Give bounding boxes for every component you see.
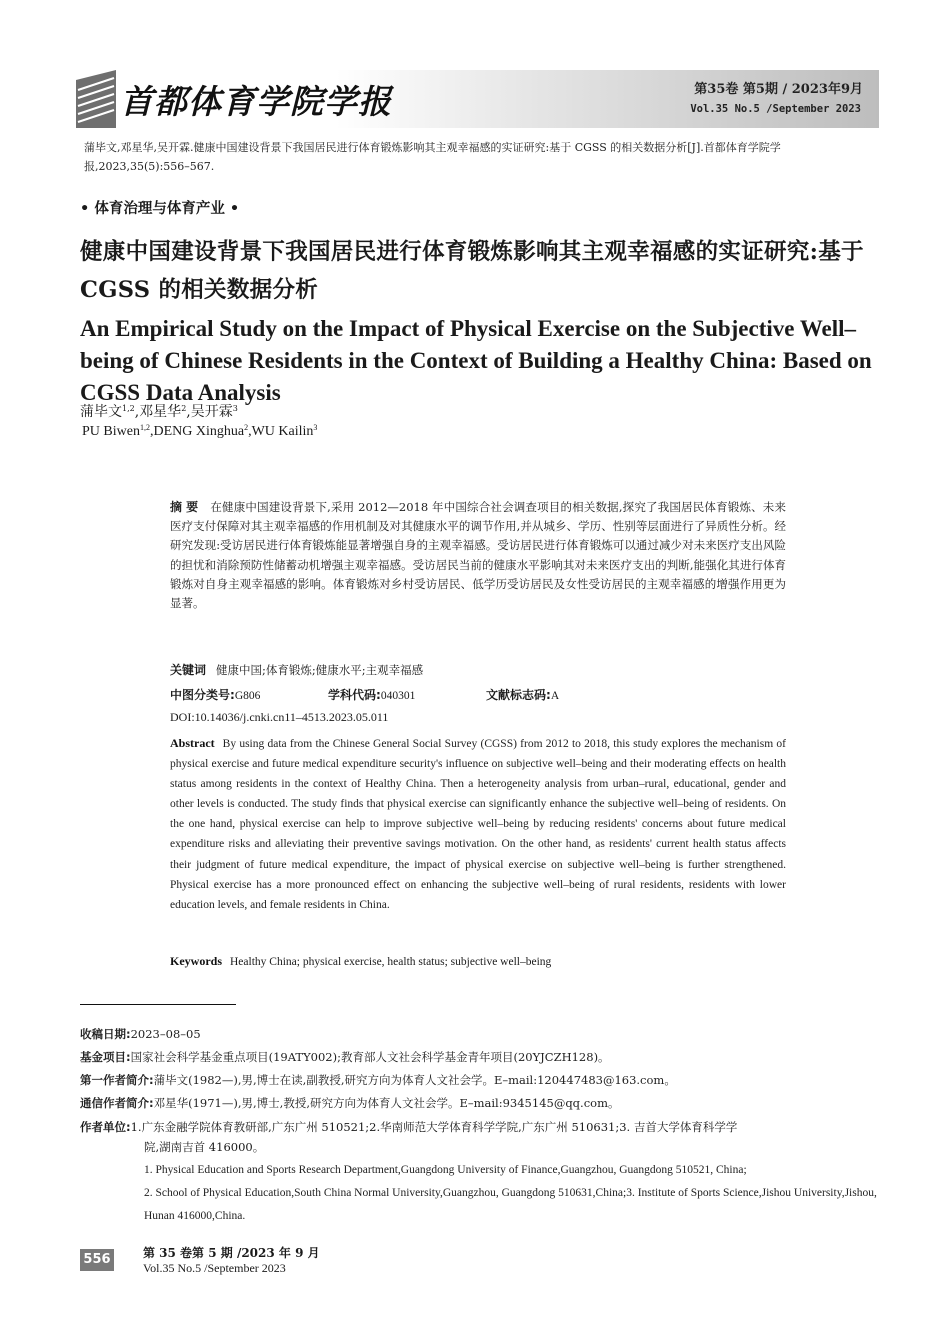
keywords-cn-label: 关键词 [170, 663, 207, 677]
title-en: An Empirical Study on the Impact of Physical Exercise on the Subjective Well–being of Chinese Residents in the Context of Building a Healthy China: Based on CGSS Data Analysis [80, 316, 872, 405]
footer-issue-cn: 第 35 卷第 5 期 /2023 年 9 月 [143, 1246, 320, 1260]
abstract-cn-label: 摘要 [170, 500, 203, 514]
keywords-cn-text: 健康中国;体育锻炼;健康水平;主观幸福感 [216, 663, 424, 677]
first-author-value: 蒲毕文(1982—),男,博士在读,副教授,研究方向为体育人文社会学。E–mail:120447483@163.com。 [153, 1073, 676, 1087]
author-name-en: PU Biwen [82, 424, 140, 439]
journal-logo-icon [76, 70, 116, 128]
corr-author-value: 邓星华(1971—),男,博士,教授,研究方向为体育人文社会学。E–mail:9345145@qq.com。 [153, 1096, 620, 1110]
author-name-en: WU Kailin [251, 424, 314, 439]
title-cn: 健康中国建设背景下我国居民进行体育锻炼影响其主观幸福感的实证研究:基于 CGSS 的相关数据分析 [80, 239, 864, 303]
classification-row [170, 686, 559, 703]
authors-en: PU Biwen$^{1,2}$,DENG Xinghua$^2$,WU Kailin$^3$ [82, 423, 318, 439]
section-tag: • 体育治理与体育产业 • [80, 201, 240, 217]
doc-label: 文献标志码: [486, 688, 551, 702]
subject-label: 学科代码: [328, 688, 381, 702]
affiliation-cn-line1: 1.广东金融学院体育教研部,广东广州 510521;2.华南师范大学体育科学学院,广东广州 510631;3. 吉首大学体育科学学 [130, 1120, 738, 1134]
author-aff: 1,2 [139, 423, 150, 432]
affiliation-en-line2: 2. School of Physical Education,South China Normal University,Guangzhou, Guangdong 510631,China;3. Institute of Sports Science,Jishou University,Jishou, Hunan 416000,China. [144, 1187, 877, 1222]
footnote-corr-author [80, 1094, 880, 1113]
author-name: 邓星华 [139, 404, 182, 420]
author-aff: 2 [244, 423, 249, 432]
journal-header [76, 70, 879, 128]
footnote-received [80, 1025, 880, 1044]
author-aff: 3 [232, 404, 238, 413]
first-author-label: 第一作者简介: [80, 1073, 154, 1087]
subject-value: 040301 [380, 690, 416, 702]
footer-issue-en: Vol.35 No.5 /September 2023 [143, 1261, 286, 1275]
header-issue-cn: 第35卷 第5期 / 2023年9月 [694, 82, 863, 97]
footnote-affiliation [80, 1117, 880, 1157]
keywords-cn [170, 661, 423, 678]
doi: DOI:10.14036/j.cnki.cn11–4513.2023.05.011 [170, 710, 389, 724]
abstract-en [170, 733, 786, 915]
keywords-en-text: Healthy China; physical exercise, health status; subjective well–being [230, 956, 552, 968]
author-name: 蒲毕文 [80, 404, 122, 420]
keywords-en [170, 954, 551, 969]
doc-value: A [550, 690, 560, 702]
author-name-en: DENG Xinghua [153, 424, 245, 439]
footnote-divider [80, 1004, 236, 1005]
keywords-en-label: Keywords [170, 954, 222, 968]
abstract-en-label: Abstract [170, 736, 215, 750]
citation: 蒲毕文,邓星华,吴开霖.健康中国建设背景下我国居民进行体育锻炼影响其主观幸福感的实证研究:基于 CGSS 的相关数据分析[J].首都体育学院学报,2023,35(5):556–567. [84, 141, 781, 173]
affiliation-label: 作者单位: [80, 1120, 131, 1134]
author-aff: 1,2 [122, 404, 135, 413]
abstract-cn [170, 498, 786, 613]
corr-author-label: 通信作者简介: [80, 1096, 154, 1110]
abstract-cn-text: 在健康中国建设背景下,采用 2012—2018 年中国综合社会调查项目的相关数据,探究了我国居民体育锻炼、未来医疗支付保障对其主观幸福感的作用机制及对其健康水平的调节作用,并从城乡、学历、性别等层面进行了异质性分析。经研究发现:受访居民进行体育锻炼能显著增强自身的主观幸福感。受访居民进行体育锻炼可以通过减少对未来医疗支出风险的担忧和消除预防性储蓄动机增强主观幸福感。受访居民当前的健康水平影响其对未来医疗支出的判断,能强化其进行体育锻炼对自身主观幸福感的影响。体育锻炼对乡村受访居民、低学历受访居民及女性受访居民的主观幸福感的增强作用更为显著。 [170, 500, 786, 611]
authors-cn: 蒲毕文$^{1,2}$,邓星华$^2$,吴开霖$^3$ [80, 404, 238, 420]
footnote-first-author [80, 1071, 880, 1090]
author-aff: 2 [181, 404, 187, 413]
author-aff: 3 [313, 423, 318, 432]
fund-value: 国家社会科学基金重点项目(19ATY002);教育部人文社会科学基金青年项目(20YJCZH128)。 [130, 1050, 610, 1064]
clc-value: G806 [234, 690, 261, 702]
header-issue-en: Vol.35 No.5 /September 2023 [690, 103, 861, 115]
received-label: 收稿日期: [80, 1027, 131, 1041]
journal-title: 首都体育学院学报 [120, 82, 392, 121]
received-value: 2023–08–05 [130, 1027, 201, 1041]
author-name: 吴开霖 [190, 404, 233, 420]
clc-label: 中图分类号: [170, 688, 235, 702]
page-number: 556 [80, 1249, 114, 1271]
fund-label: 基金项目: [80, 1050, 131, 1064]
affiliation-cn-line2: 院,湖南吉首 416000。 [144, 1140, 265, 1154]
affiliation-en-line1: 1. Physical Education and Sports Research Department,Guangdong University of Finance,Guangzhou, Guangdong 510521, China; [144, 1164, 747, 1176]
footnote-fund [80, 1048, 880, 1067]
abstract-en-text: By using data from the Chinese General Social Survey (CGSS) from 2012 to 2018, this study explores the mechanism of physical exercise and future medical expenditure security's influence on subjective well–being and their moderating effects on health status among residents in the context of Healthy China. Then a heterogeneity analysis from urban–rural, educational, gender and other levels is conducted. The study finds that physical exercise can significantly enhance the subjective well–being of residents. On the one hand, physical exercise can help to improve subjective well–being by reducing residents' concerns about future medical expenditure risks and alleviating their preventive savings motivation. On the other hand, as residents' current health status affects their judgment of future medical expenditure, the impact of physical exercise on subjective well–being is further strengthened. Physical exercise has a more pronounced effect on enhancing the subjective well–being of rural residents, residents with lower education levels, and female residents in China. [170, 738, 786, 911]
